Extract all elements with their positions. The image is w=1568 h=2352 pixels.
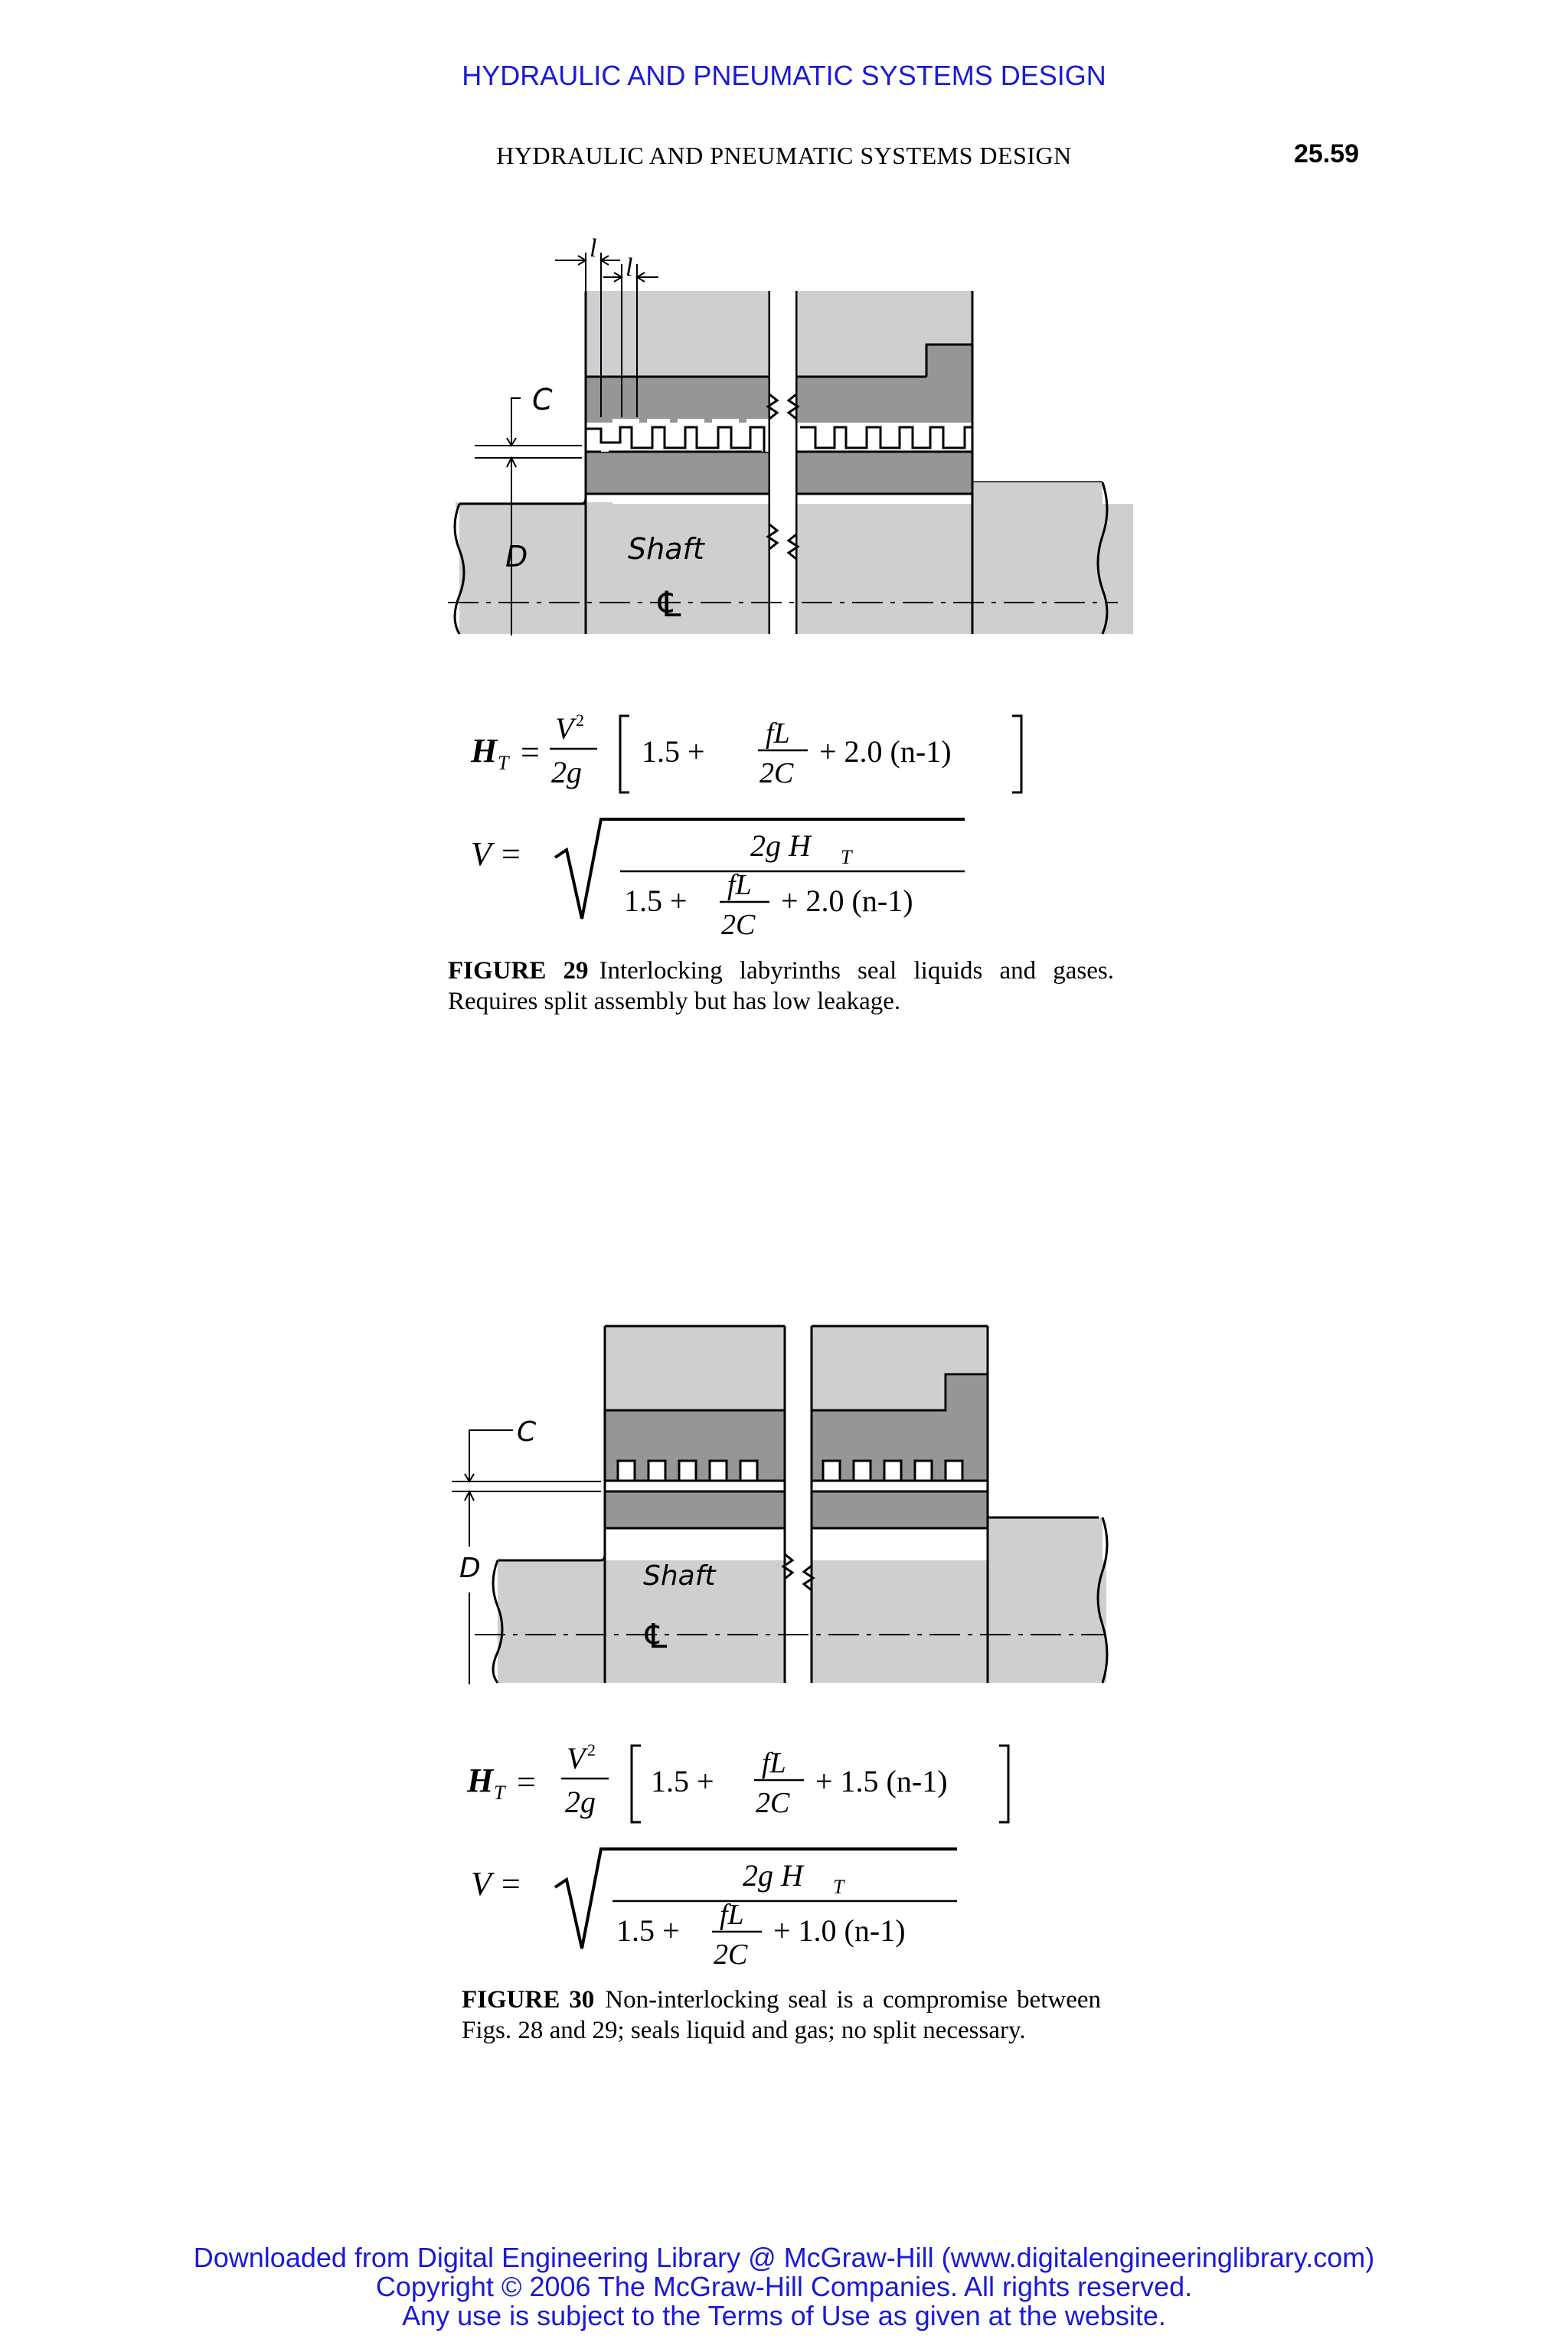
- eq2-friction-numerator: fL: [727, 869, 752, 901]
- eq-v-numerator: V: [567, 1741, 586, 1775]
- clearance-c-label: C: [517, 1416, 537, 1448]
- eq2-subscript: T: [833, 1876, 844, 1898]
- eq-v-superscript: 2: [587, 1740, 596, 1759]
- eq-tail: + 2.0 (n-1): [819, 734, 952, 769]
- running-head: HYDRAULIC AND PNEUMATIC SYSTEMS DESIGN: [496, 142, 1072, 169]
- eq2-constant: 1.5 +: [616, 1913, 680, 1948]
- eq2-subscript: T: [841, 846, 852, 868]
- eq-tail: + 1.5 (n-1): [815, 1764, 948, 1798]
- book-title-link[interactable]: HYDRAULIC AND PNEUMATIC SYSTEMS DESIGN: [462, 60, 1106, 91]
- eq-ht-symbol: H: [471, 732, 498, 769]
- eq2-friction-numerator: fL: [720, 1899, 744, 1931]
- footer-download-link[interactable]: Downloaded from Digital Engineering Library @ McGraw-Hill (www.digitalengineeringlibrary.com): [193, 2242, 1375, 2273]
- eq2-numerator: 2g H: [743, 1858, 803, 1893]
- eq2-friction-denominator: 2C: [714, 1939, 748, 1971]
- centerline-symbol: ℄: [658, 585, 681, 624]
- centerline-symbol: ℄: [645, 1618, 668, 1655]
- rotor-right: [812, 1491, 988, 1528]
- diameter-d-label: D: [459, 1553, 481, 1584]
- eq-ht-subscript: T: [498, 752, 509, 774]
- eq-constant: 1.5 +: [642, 734, 705, 769]
- eq2-tail: + 2.0 (n-1): [781, 884, 913, 918]
- pitch-l-label-2: l: [626, 253, 633, 282]
- page-number: 25.59: [1294, 139, 1360, 168]
- svg-text:=: =: [521, 733, 540, 771]
- eq-2g-denominator: 2g: [551, 755, 582, 789]
- footer-copyright: Copyright © 2006 The McGraw-Hill Companies. All rights reserved.: [375, 2271, 1193, 2302]
- eq-ht-symbol: H: [467, 1762, 494, 1799]
- eq-constant: 1.5 +: [651, 1764, 714, 1798]
- clearance-c-label: C: [532, 383, 553, 416]
- diameter-d-label: D: [505, 540, 528, 573]
- eq-v-numerator: V: [555, 711, 574, 746]
- eq2-constant: 1.5 +: [624, 884, 688, 918]
- svg-text:=: =: [517, 1763, 536, 1801]
- figure-30-equations: [459, 1726, 1057, 1987]
- rotor-left: [605, 1491, 785, 1528]
- eq-friction-denominator: 2C: [756, 1787, 790, 1819]
- eq-friction-numerator: fL: [762, 1747, 786, 1779]
- pitch-l-label: l: [590, 234, 597, 263]
- figure-29-diagram: [429, 230, 1133, 658]
- figure-30-caption: [462, 1984, 1101, 2046]
- eq-v-lhs: V =: [471, 1865, 522, 1903]
- eq2-numerator: 2g H: [750, 828, 811, 863]
- rotor-left: [586, 452, 769, 494]
- figure-30-label: FIGURE 30: [462, 1986, 595, 2014]
- footer-notice: [0, 2243, 1568, 2331]
- figure-29-label: FIGURE 29: [448, 957, 589, 985]
- shaft-label: Shaft: [628, 532, 704, 566]
- figure-30-caption-text: Non-interlocking seal is a compromise between Figs. 28 and 29; seals liquid and gas; no split necessary.: [462, 1986, 1101, 2044]
- eq2-tail: + 1.0 (n-1): [773, 1913, 906, 1948]
- housing-upper-left: [586, 291, 769, 379]
- rotor-right: [796, 452, 972, 494]
- figure-29-caption-text: Interlocking labyrinths seal liquids and gases. Requires split assembly but has low leakage.: [448, 957, 1115, 1015]
- figure-29-equations: [459, 697, 1057, 957]
- eq-2g-denominator: 2g: [565, 1785, 596, 1819]
- eq-v-lhs: V =: [471, 835, 522, 873]
- shaft-label: Shaft: [643, 1560, 716, 1592]
- eq-v-superscript: 2: [576, 710, 584, 730]
- eq2-friction-denominator: 2C: [721, 909, 756, 941]
- footer-terms[interactable]: Any use is subject to the Terms of Use as given at the website.: [402, 2300, 1166, 2331]
- eq-friction-denominator: 2C: [760, 757, 794, 789]
- eq-ht-subscript: T: [494, 1782, 505, 1804]
- figure-30-diagram: [448, 1317, 1122, 1684]
- eq-friction-numerator: fL: [766, 717, 790, 750]
- figure-29-caption: [448, 956, 1114, 1017]
